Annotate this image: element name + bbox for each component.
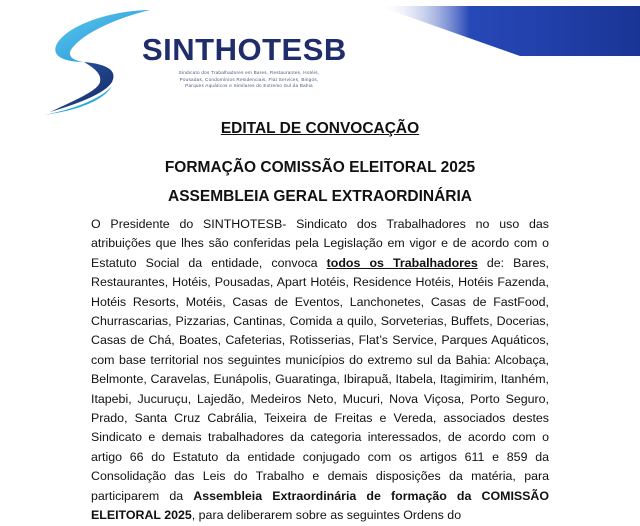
document-header (0, 0, 640, 118)
paragraph-emphasis-workers: todos os Trabalhadores (326, 255, 478, 270)
logo-swoosh-upper (55, 10, 150, 62)
tagline-line: Pousadas, Condomínios Residenciais, Flat Services, Bingos, (179, 76, 319, 82)
paragraph-text: O Presidente do SINTHOTESB- Sindicato dos Trabalhadores no uso das atribuições que lhes são conferidas pela Legislação em vigor e de acordo com o Estatuto Social da entidade, convoca (91, 217, 549, 270)
tagline-line: Parques Aquáticos e Similares do Extremo Sul da Bahia (185, 83, 313, 89)
document-subtitle-assembly: ASSEMBLEIA GERAL EXTRAORDINÁRIA (168, 188, 472, 205)
paragraph-emphasis-assembly: Assembleia Extraordinária de formação da COMISSÃO ELEITORAL 2025 (91, 488, 550, 523)
brand-name: SINTHOTESB (142, 32, 347, 67)
document-subtitle: FORMAÇÃO COMISSÃO ELEITORAL 2025 (164, 159, 476, 176)
tagline-line: Sindicato dos Trabalhadores em Bares, Restaurantes, Hotéis, (178, 70, 320, 75)
paragraph-text: , para deliberarem sobre as seguintes Ordens do (191, 508, 462, 523)
header-banner-bar (378, 6, 640, 56)
paragraph-text: de: Bares, Restaurantes, Hotéis, Pousadas, Apart Hotéis, Residence Hotéis, Hotéis Fazenda, Hotéis Resorts, Motéis, Casas de Eventos, Lanchonetes, Casas de FastFood, Churrascarias, Pizzarias, Cantinas, Comida a quilo, Sorveterias, Buffets, Docerias, Casas de Chá, Boates, Cafeterias, Rotisserias, Flat’s Service, Parques Aquáticos, com base territorial nos seguintes municípios do extremo sul da Bahia: Alcobaça, Belmonte, Caravelas, Eunápolis, Guaratinga, Ibirapuã, Itabela, Itagimirim, Itanhém, Itapebi, Jucuruçu, Lajedão, Medeiros Neto, Mucuri, Nova Viçosa, Porto Seguro, Prado, Santa Cruz Cabrália, Teixeira de Freitas e Vereda, associados destes Sindicato e demais trabalhadores da categoria interessados, de acordo com o artigo 66 do Estatuto da entidade conjugado com os artigos 611 e 859 da Consolidação das Leis do Trabalho e demais disposições da matéria, para participarem da (91, 255, 549, 503)
convocation-paragraph (91, 215, 549, 526)
document-heading: EDITAL DE CONVOCAÇÃO (220, 120, 420, 137)
brand-tagline (144, 70, 354, 90)
